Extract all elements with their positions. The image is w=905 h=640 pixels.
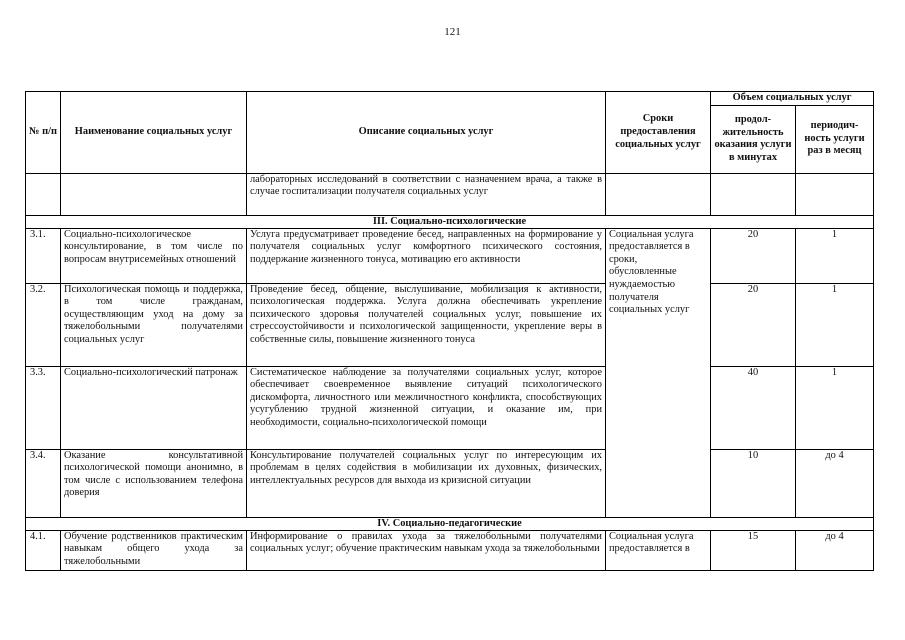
service-description: Услуга предусматривает проведение бесед, направленных на формирование у получателя социальных услуг комфортного психического состояния, поддержание жизненного тонуса, мотивацию его активности: [247, 228, 606, 283]
header-volume: Объем социальных услуг: [711, 92, 874, 106]
header-terms: Сроки предоставления социальных услуг: [606, 92, 711, 174]
duration-value: 40: [711, 366, 796, 449]
duration-value: 20: [711, 283, 796, 366]
periodicity-value: 1: [796, 366, 874, 449]
service-terms: Социальная услуга предоставляется в сроки, обусловленные нуждаемостью получателя социальных услуг: [606, 228, 711, 517]
row-number: 3.1.: [26, 228, 61, 283]
duration-value: 10: [711, 449, 796, 517]
header-periodicity: периодич-ность услуги раз в месяц: [796, 105, 874, 173]
table-row: [26, 530, 874, 570]
header-description: Описание социальных услуг: [247, 92, 606, 174]
header-service-name: Наименование социальных услуг: [61, 92, 247, 174]
table-row: [26, 228, 874, 283]
periodicity-value: 1: [796, 228, 874, 283]
section-row: [26, 215, 874, 228]
row-number: 3.4.: [26, 449, 61, 517]
row-number: 3.3.: [26, 366, 61, 449]
row-number: 3.2.: [26, 283, 61, 366]
section-4-title: IV. Социально-педагогические: [26, 517, 874, 530]
header-duration: продол-жительность оказания услуги в минутах: [711, 105, 796, 173]
table-row: [26, 283, 874, 366]
duration-value: 20: [711, 228, 796, 283]
table-row: [26, 173, 874, 215]
service-name: Обучение родственников практическим навыкам общего ухода за тяжелобольными: [61, 530, 247, 570]
service-name: Социально-психологическое консультирование, в том числе по вопросам внутрисемейных отношений: [61, 228, 247, 283]
table-row: [26, 449, 874, 517]
service-description: Систематическое наблюдение за получателями социальных услуг, которое обеспечивает своевременное выявление ситуаций психологического дискомфорта, личностного или межличностного конфликта, способствующих усугублению трудной жизненной ситуации, и оказание им, при необходимости, социально-психологической помощи: [247, 366, 606, 449]
periodicity-value: до 4: [796, 449, 874, 517]
service-description: Проведение бесед, общение, выслушивание, мобилизация к активности, психологическая поддержка. Услуга должна обеспечивать укрепление психического здоровья получателей социальных услуг, повышение их стрессоустойчивости и психологической защищенности, укрепление веры в собственные силы, повышение жизненного тонуса: [247, 283, 606, 366]
section-row: [26, 517, 874, 530]
section-3-title: III. Социально-психологические: [26, 215, 874, 228]
service-description: Информирование о правилах ухода за тяжелобольными получателями социальных услуг; обучение практическим навыкам ухода за тяжелобольными: [247, 530, 606, 570]
header-number: № п/п: [26, 92, 61, 174]
service-terms: Социальная услуга предоставляется в: [606, 530, 711, 570]
continuation-description: лабораторных исследований в соответствии с назначением врача, а также в случае госпитализации получателя социальных услуг: [247, 173, 606, 215]
duration-value: 15: [711, 530, 796, 570]
table-row: [26, 366, 874, 449]
social-services-table: [25, 91, 874, 571]
service-name: Психологическая помощь и поддержка, в том числе гражданам, осуществляющим уход на дому за тяжелобольными получателями социальных услуг: [61, 283, 247, 366]
row-number: 4.1.: [26, 530, 61, 570]
service-description: Консультирование получателей социальных услуг по интересующим их проблемам в целях содействия в мобилизации их духовных, физических, интеллектуальных ресурсов для выхода из кризисной ситуации: [247, 449, 606, 517]
periodicity-value: до 4: [796, 530, 874, 570]
page-number: 121: [444, 26, 461, 38]
service-name: Социально-психологический патронаж: [61, 366, 247, 449]
periodicity-value: 1: [796, 283, 874, 366]
service-name: Оказание консультативной психологической помощи анонимно, в том числе с использованием телефона доверия: [61, 449, 247, 517]
